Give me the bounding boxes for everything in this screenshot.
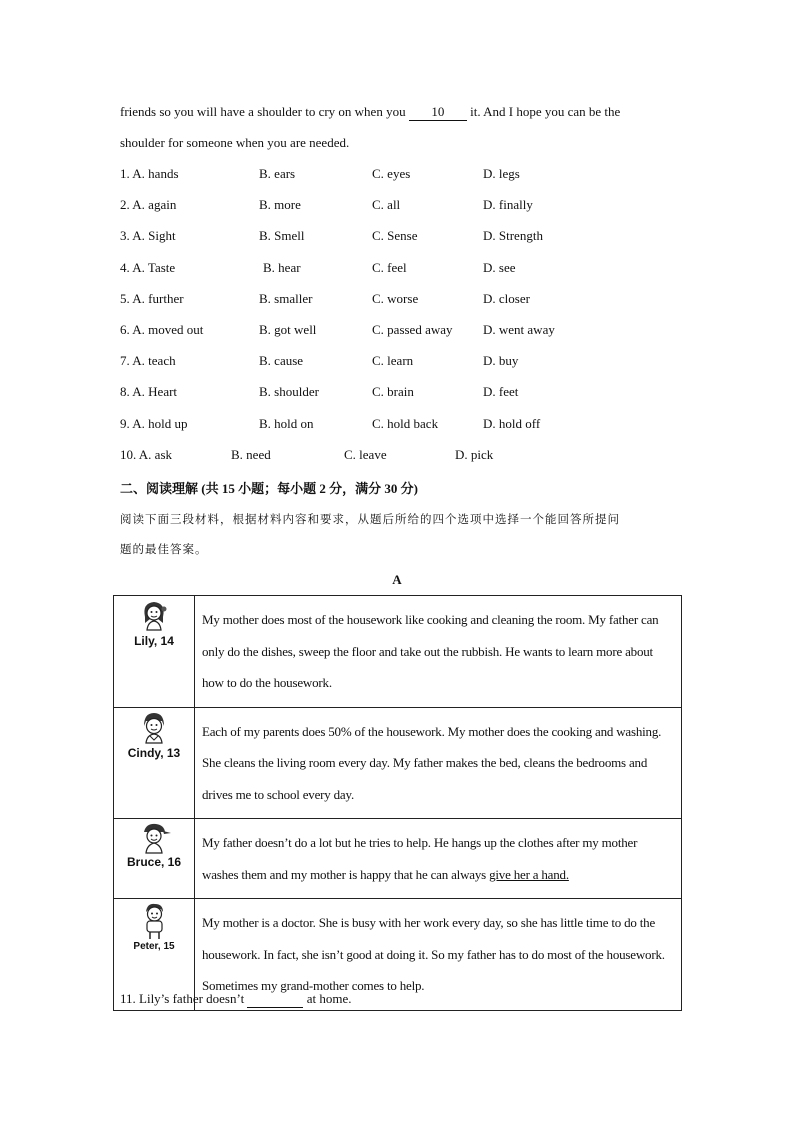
option-c: C. worse (372, 291, 419, 306)
option-row-1 (120, 166, 690, 186)
profile-picture-cell (114, 707, 195, 819)
profiles-table (113, 595, 682, 1011)
option-c: C. hold back (372, 416, 439, 431)
section-instruction: 阅读下面三段材料，根据材料内容和要求，从题后所给的四个选项中选择一个能回答所提问 (120, 512, 620, 526)
option-row-9 (120, 416, 690, 436)
option-a: 10. A. ask (120, 447, 172, 462)
option-a: 9. A. hold up (120, 416, 188, 431)
question-text-end: at home. (306, 991, 352, 1006)
option-d: D. finally (483, 197, 533, 212)
option-d: D. went away (483, 322, 555, 337)
option-a: 7. A. teach (120, 353, 176, 368)
option-b: B. hear (263, 260, 301, 275)
option-d: D. legs (483, 166, 520, 181)
option-c: C. Sense (372, 228, 418, 243)
option-row-7 (120, 353, 690, 373)
option-d: D. hold off (483, 416, 541, 431)
option-c: C. learn (372, 353, 414, 368)
option-row-2 (120, 197, 690, 217)
part-label: A (392, 572, 402, 587)
passage-text: friends so you will have a shoulder to cry on when you (120, 104, 406, 119)
profile-row (114, 596, 682, 708)
option-a: 6. A. moved out (120, 322, 204, 337)
option-a: 4. A. Taste (120, 260, 176, 275)
option-b: B. cause (259, 353, 304, 368)
section-heading: 二、阅读理解 (共 15 小题；每小题 2 分，满分 30 分) (120, 481, 418, 496)
option-d: D. buy (483, 353, 519, 368)
option-c: C. passed away (372, 322, 453, 337)
option-d: D. see (483, 260, 516, 275)
option-a: 5. A. further (120, 291, 184, 306)
profile-caption: Cindy, 13 (127, 745, 181, 760)
profile-row (114, 819, 682, 899)
boy-cap-avatar-icon (136, 820, 172, 854)
option-b: B. hold on (259, 416, 314, 431)
profile-caption: Lily, 14 (134, 634, 174, 648)
profile-text: Each of my parents does 50% of the housework. My mother does the cooking and washing. She cleans the living room every day. My father makes the bed, cleans the bedrooms and drives me to school every day. (195, 707, 682, 819)
option-b: B. need (231, 447, 271, 462)
girl-avatar-icon (136, 709, 172, 745)
passage-line-1 (120, 104, 620, 121)
option-row-8 (120, 384, 690, 404)
underlined-phrase: give her a hand. (489, 866, 569, 882)
profile-picture-cell (114, 819, 195, 899)
question-text: 11. Lily’s father doesn’t (120, 991, 245, 1006)
question-11 (120, 991, 351, 1008)
option-d: D. closer (483, 291, 530, 306)
girl-avatar-icon (136, 597, 172, 633)
blank-10: 10 (409, 104, 467, 121)
profile-picture-cell (114, 596, 195, 708)
option-c: C. leave (344, 447, 387, 462)
option-row-6 (120, 322, 690, 342)
option-c: C. brain (372, 384, 414, 399)
boy-avatar-icon (137, 900, 171, 940)
profile-text (195, 819, 682, 899)
profile-text-main: My father doesn’t do a lot but he tries to help. He hangs up the clothes after my mother washes them and my mother is happy that he can always (202, 835, 638, 882)
option-d: D. feet (483, 384, 519, 399)
profile-caption: Bruce, 16 (126, 855, 182, 869)
profile-text: My mother is a doctor. She is busy with her work every day, so she has little time to do the housework. In fact, she isn’t good at doing it. So my father has to do most of the housework. Sometimes my grand-mother comes to help. (195, 899, 682, 1011)
option-a: 3. A. Sight (120, 228, 176, 243)
option-b: B. shoulder (259, 384, 319, 399)
option-a: 1. A. hands (120, 166, 179, 181)
option-row-10 (120, 447, 690, 467)
option-b: B. smaller (259, 291, 313, 306)
option-row-3 (120, 228, 690, 248)
option-a: 8. A. Heart (120, 384, 178, 399)
passage-line-2: shoulder for someone when you are needed. (120, 135, 350, 150)
profile-row (114, 707, 682, 819)
option-c: C. all (372, 197, 401, 212)
option-b: B. ears (259, 166, 296, 181)
section-instruction-cont: 题的最佳答案。 (120, 542, 208, 556)
option-row-5 (120, 291, 690, 311)
option-a: 2. A. again (120, 197, 177, 212)
option-c: C. feel (372, 260, 407, 275)
option-d: D. pick (455, 447, 494, 462)
option-b: B. more (259, 197, 301, 212)
profile-caption: Peter, 15 (133, 941, 175, 952)
passage-text: it. And I hope you can be the (470, 104, 621, 119)
option-b: B. got well (259, 322, 317, 337)
option-b: B. Smell (259, 228, 305, 243)
answer-blank (247, 991, 303, 1008)
option-d: D. Strength (483, 228, 543, 243)
option-c: C. eyes (372, 166, 411, 181)
option-row-4 (120, 260, 690, 280)
profile-text: My mother does most of the housework like cooking and cleaning the room. My father can only do the dishes, sweep the floor and take out the rubbish. He wants to learn more about how to do the housework. (195, 596, 682, 708)
